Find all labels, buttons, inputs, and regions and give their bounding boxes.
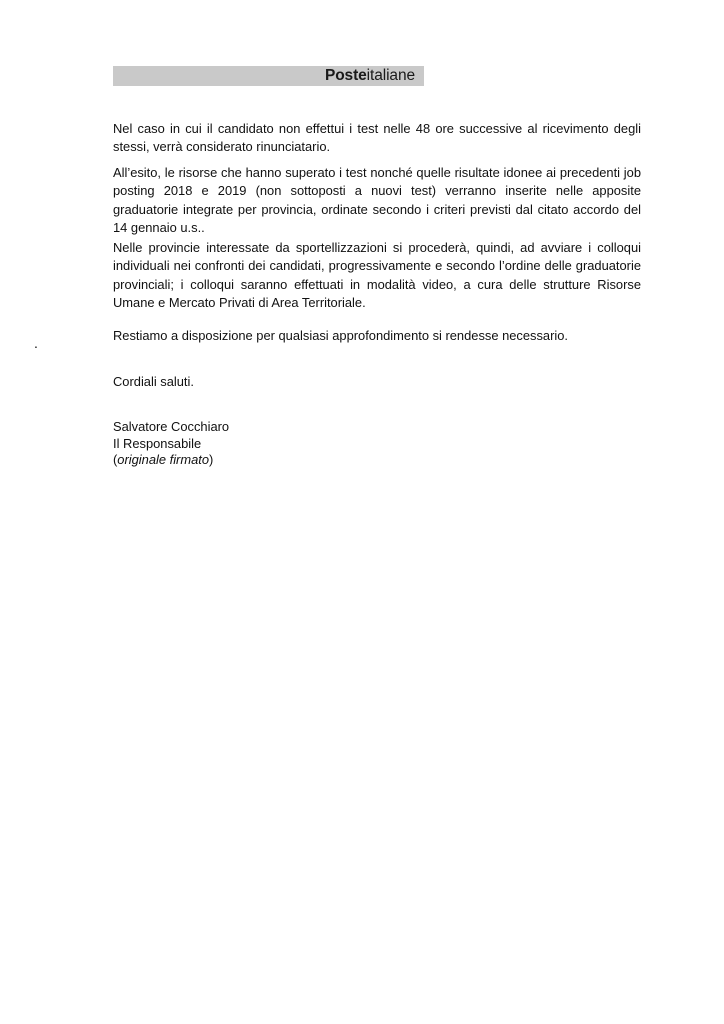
signature-block xyxy=(113,419,229,469)
note-open-paren: ( xyxy=(113,452,118,467)
signatory-role: Il Responsabile xyxy=(113,435,202,451)
closing-salutation: Cordiali saluti. xyxy=(113,374,194,389)
logo-light-text: italiane xyxy=(366,67,415,84)
paragraph-test-deadline: Nel caso in cui il candidato non effettui i test nelle 48 ore successive al ricevimento degli stessi, verrà considerato rinunciatario. xyxy=(113,121,641,155)
signature-note xyxy=(113,452,229,469)
logo-bold-text: Poste xyxy=(324,67,367,84)
poste-italiane-logo xyxy=(325,66,415,86)
paragraph-disposizione: Restiamo a disposizione per qualsiasi approfondimento si rendesse necessario. xyxy=(113,328,569,343)
signatory-name: Salvatore Cocchiaro xyxy=(113,419,230,434)
letterhead-bar xyxy=(113,66,424,86)
paragraph-colloqui: Nelle provincie interessate da sportellizzazioni si procederà, quindi, ad avviare i colloqui individuali nei confronti dei candidati, progressivamente e secondo l’ordine delle graduatorie provinciali; i colloqui saranno effettuati in modalità video, a cura delle strutture Risorse Umane e Mercato Privati di Area Territoriale. xyxy=(113,240,641,311)
note-close-paren: ) xyxy=(209,452,214,467)
note-text: originale firmato xyxy=(117,452,210,467)
paragraph-graduatorie: All’esito, le risorse che hanno superato i test nonché quelle risultate idonee ai precedenti job posting 2018 e 2019 (non sottoposti a nuovi test) verranno inserite nelle apposite graduatorie integrate per provincia, ordinate secondo i criteri previsti dal citato accordo del 14 gennaio u.s.. xyxy=(113,165,641,236)
margin-dot: . xyxy=(34,335,38,351)
